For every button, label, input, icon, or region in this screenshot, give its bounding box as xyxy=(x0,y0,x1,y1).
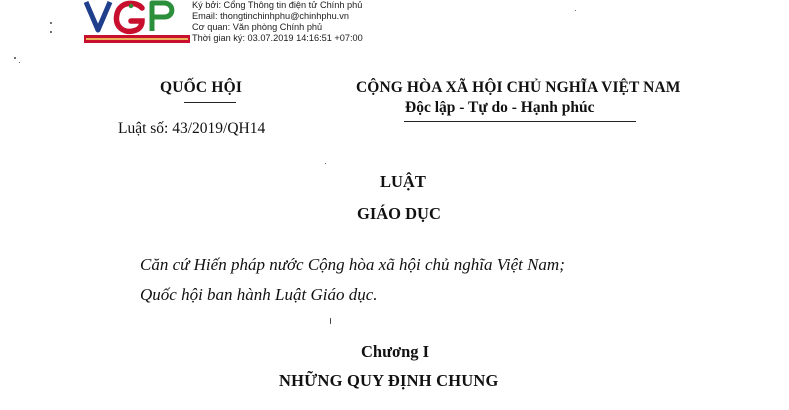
scan-speck xyxy=(325,163,326,164)
scan-speck xyxy=(19,62,20,63)
preamble-line: Quốc hội ban hành Luật Giáo dục. xyxy=(140,285,378,304)
vgp-logo xyxy=(84,0,190,44)
signed-time-line: Thời gian ký: 03.07.2019 14:16:51 +07:00 xyxy=(192,33,363,43)
vgp-logo-graphic xyxy=(84,0,190,44)
issuer-name: QUỐC HỘI xyxy=(160,79,243,96)
scan-speck xyxy=(50,31,52,33)
chapter-label: Chương I xyxy=(361,342,430,361)
signed-by-line: Ký bởi: Cổng Thông tin điện tử Chính phủ xyxy=(192,0,363,10)
preamble-line: Căn cứ Hiến pháp nước Cộng hòa xã hội chủ nghĩa Việt Nam; xyxy=(140,255,565,274)
signer-email-line: Email: thongtinchinhphu@chinhphu.vn xyxy=(192,11,349,21)
digital-signature-info xyxy=(192,0,363,44)
document-type: LUẬT xyxy=(380,172,426,191)
law-number: Luật số: 43/2019/QH14 xyxy=(118,120,266,137)
scan-speck xyxy=(330,318,331,324)
document-title: GIÁO DỤC xyxy=(357,204,441,223)
motto-underline xyxy=(404,121,636,122)
scan-speck xyxy=(50,22,52,24)
issuer-underline xyxy=(184,102,236,103)
signer-agency-line: Cơ quan: Văn phòng Chính phủ xyxy=(192,22,323,32)
scan-speck xyxy=(575,10,576,11)
national-title: CỘNG HÒA XÃ HỘI CHỦ NGHĨA VIỆT NAM xyxy=(356,79,681,96)
national-motto: Độc lập - Tự do - Hạnh phúc xyxy=(405,99,595,116)
scan-speck xyxy=(14,57,16,59)
chapter-title: NHỮNG QUY ĐỊNH CHUNG xyxy=(279,371,499,390)
